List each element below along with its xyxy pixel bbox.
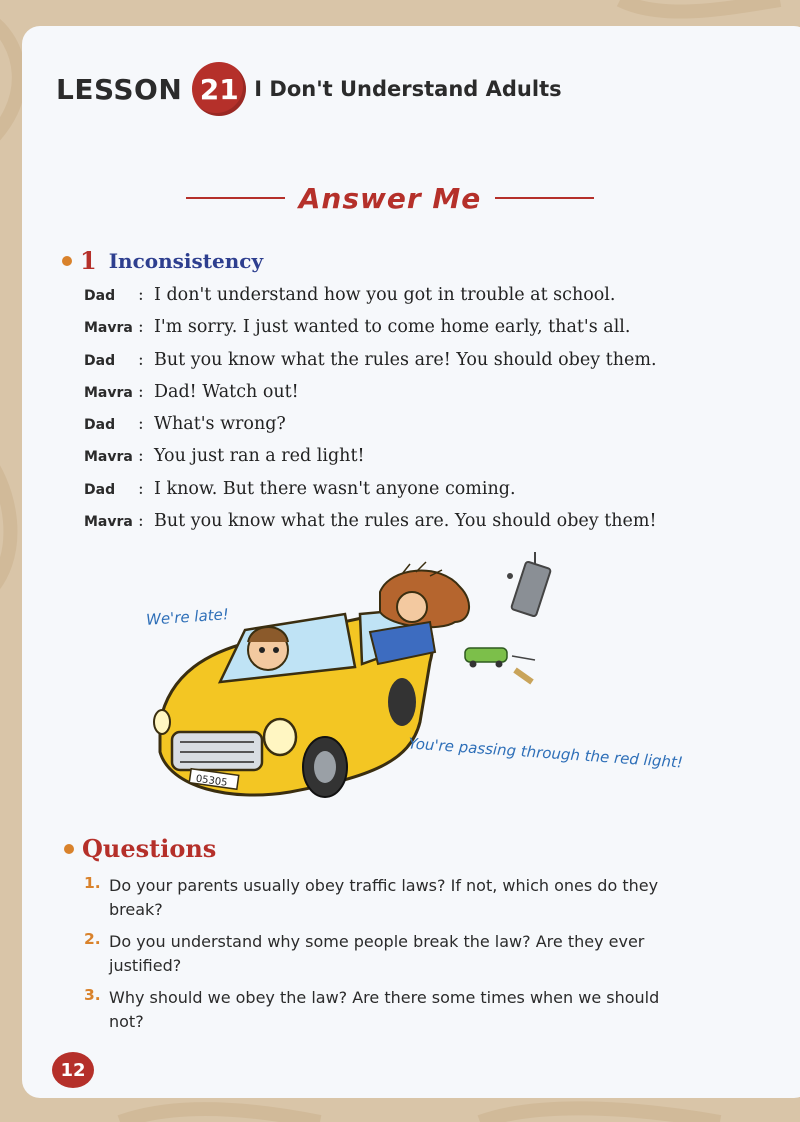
section-rule-left — [186, 197, 285, 199]
section-rule-right — [495, 197, 594, 199]
part-heading — [62, 246, 263, 275]
speaker-name: Mavra — [84, 384, 133, 401]
lesson-number-badge: 21 — [192, 62, 246, 116]
speaker-name: Dad — [84, 352, 116, 369]
question-number: 3. — [84, 986, 101, 1004]
speech-text: But you know what the rules are. You should obey them! — [154, 511, 657, 532]
part-number: 1 — [80, 246, 97, 275]
question-text: Do your parents usually obey traffic laws? If not, which ones do they break? — [109, 876, 659, 919]
traffic-light-icon — [507, 552, 551, 617]
dad-driver — [248, 627, 288, 670]
license-plate: 05305 — [195, 773, 229, 789]
question-item — [84, 874, 694, 922]
caption-were-late: We're late! — [145, 605, 230, 629]
question-number: 2. — [84, 930, 101, 948]
question-item — [84, 930, 694, 978]
question-text: Do you understand why some people break the law? Are they ever justified? — [109, 932, 645, 975]
dialogue-line — [84, 350, 764, 382]
dialogue-line — [84, 479, 764, 511]
questions-list — [84, 874, 694, 1042]
speaker-name: Mavra — [84, 514, 133, 531]
section-title: Answer Me — [298, 181, 482, 215]
colon-separator: : — [138, 381, 144, 402]
section-title-row — [186, 178, 594, 218]
bullet-dot-icon — [62, 256, 72, 266]
car-drawing — [140, 552, 700, 822]
speech-text: What's wrong? — [154, 414, 286, 435]
lesson-label: LESSON — [56, 72, 183, 106]
colon-separator: : — [138, 349, 144, 370]
dialogue-line — [84, 446, 764, 478]
question-text: Why should we obey the law? Are there some times when we should not? — [109, 988, 660, 1031]
car-illustration — [140, 552, 700, 822]
question-number: 1. — [84, 874, 101, 892]
dialogue-line — [84, 285, 764, 317]
speech-text: I know. But there wasn't anyone coming. — [154, 478, 516, 499]
speaker-name: Dad — [84, 481, 116, 498]
speech-text: I don't understand how you got in trouble at school. — [154, 285, 616, 305]
colon-separator: : — [138, 414, 144, 435]
small-car-icon — [465, 648, 507, 668]
speaker-name: Dad — [84, 417, 116, 434]
speaker-name: Mavra — [84, 449, 133, 466]
caption-red-light: You're passing through the red light! — [407, 734, 684, 772]
dialogue-line — [84, 317, 764, 349]
bullet-dot-icon — [64, 844, 74, 854]
dialogue-line — [84, 511, 764, 543]
dialogue-line — [84, 414, 764, 446]
dialogue — [84, 285, 764, 543]
speaker-name: Mavra — [84, 320, 133, 337]
colon-separator: : — [138, 478, 144, 499]
lesson-header — [56, 64, 562, 114]
dialogue-line — [84, 382, 764, 414]
speaker-name: Dad — [84, 288, 116, 304]
mavra-passenger — [370, 562, 469, 664]
question-item — [84, 986, 694, 1034]
page-number-badge: 12 — [52, 1052, 94, 1088]
colon-separator: : — [138, 446, 144, 467]
speech-text: I'm sorry. I just wanted to come home early, that's all. — [154, 317, 631, 338]
lesson-title: I Don't Understand Adults — [254, 77, 562, 101]
questions-title: Questions — [82, 834, 217, 863]
speech-text: But you know what the rules are! You should obey them. — [154, 349, 657, 370]
colon-separator: : — [138, 317, 144, 338]
part-title: Inconsistency — [108, 248, 264, 273]
speech-text: You just ran a red light! — [154, 446, 365, 467]
colon-separator: : — [138, 285, 144, 305]
colon-separator: : — [138, 511, 144, 532]
questions-heading — [64, 834, 216, 863]
speech-text: Dad! Watch out! — [154, 381, 299, 402]
